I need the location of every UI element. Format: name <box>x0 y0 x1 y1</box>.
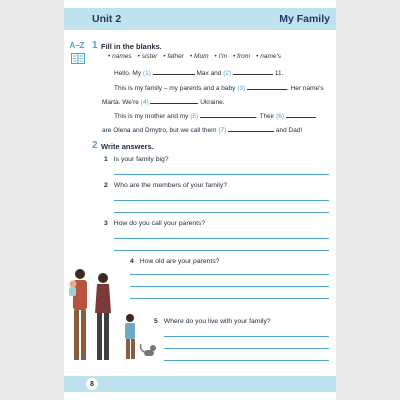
word-item: • I'm <box>215 53 228 60</box>
blank-number: (1) <box>142 70 151 77</box>
page-number: 8 <box>86 378 98 390</box>
exercise-2-title: Write answers. <box>101 142 154 151</box>
az-label: A–Z <box>69 41 85 50</box>
blank-4[interactable] <box>150 97 198 104</box>
sentence-line-5: are Olena and Dmytro, but we call them (7) and Dad! <box>102 127 303 134</box>
question-4: 4 How old are your parents? <box>130 258 220 265</box>
blank-7[interactable] <box>228 125 274 132</box>
workbook-page <box>64 0 336 400</box>
sentence-line-1: Hello. My (1) Max and (2) 11. <box>114 70 284 77</box>
question-2: 2 Who are the members of your family? <box>104 182 228 189</box>
family-illustration <box>64 268 164 368</box>
mother-figure <box>98 273 108 283</box>
word-item: • name's <box>256 53 281 60</box>
word-item: • father <box>163 53 184 60</box>
word-item: • names <box>108 53 132 60</box>
blank-number: (2) <box>223 70 232 77</box>
word-item: • from <box>233 53 250 60</box>
blank-number: (5) <box>190 113 199 120</box>
unit-label: Unit 2 <box>92 13 122 25</box>
topic-title: My Family <box>279 13 330 25</box>
exercise-1-title: Fill in the blanks. <box>101 42 162 51</box>
answer-line[interactable] <box>164 360 329 361</box>
page-header <box>64 8 336 30</box>
blank-2[interactable] <box>233 68 273 75</box>
page-footer <box>64 376 336 392</box>
answer-line[interactable] <box>114 174 329 175</box>
blank-number: (6) <box>276 113 285 120</box>
blank-3[interactable] <box>247 83 287 90</box>
blank-number: (7) <box>218 127 227 134</box>
answer-line[interactable] <box>164 336 329 337</box>
sentence-line-3: Marta. We're (4) Ukraine. <box>102 99 225 106</box>
blank-5[interactable] <box>200 111 256 118</box>
answer-line[interactable] <box>114 212 329 213</box>
sentence-line-4: This is my mother and my (5) . Their (6) <box>114 111 316 120</box>
word-item: • sister <box>138 53 158 60</box>
answer-line[interactable] <box>114 250 329 251</box>
answer-line[interactable] <box>114 200 329 201</box>
book-icon <box>71 53 85 64</box>
answer-line[interactable] <box>164 348 329 349</box>
word-item: • Mum <box>190 53 209 60</box>
sentence-line-2: This is my family – my parents and a baby (3) . Her name's <box>114 85 324 92</box>
blank-number: (4) <box>140 99 149 106</box>
exercise-2-number: 2 <box>92 140 98 151</box>
father-figure <box>75 269 85 279</box>
blank-1[interactable] <box>153 68 195 75</box>
word-box <box>108 53 281 60</box>
answer-line[interactable] <box>114 238 329 239</box>
exercise-1-number: 1 <box>92 40 98 51</box>
boy-figure <box>126 314 134 322</box>
question-1: 1 Is your family big? <box>104 156 169 163</box>
blank-6[interactable] <box>286 111 316 118</box>
question-5: 5 Where do you live with your family? <box>154 318 271 325</box>
question-3: 3 How do you call your parents? <box>104 220 206 227</box>
baby-figure <box>70 281 77 288</box>
blank-number: (3) <box>237 85 246 92</box>
